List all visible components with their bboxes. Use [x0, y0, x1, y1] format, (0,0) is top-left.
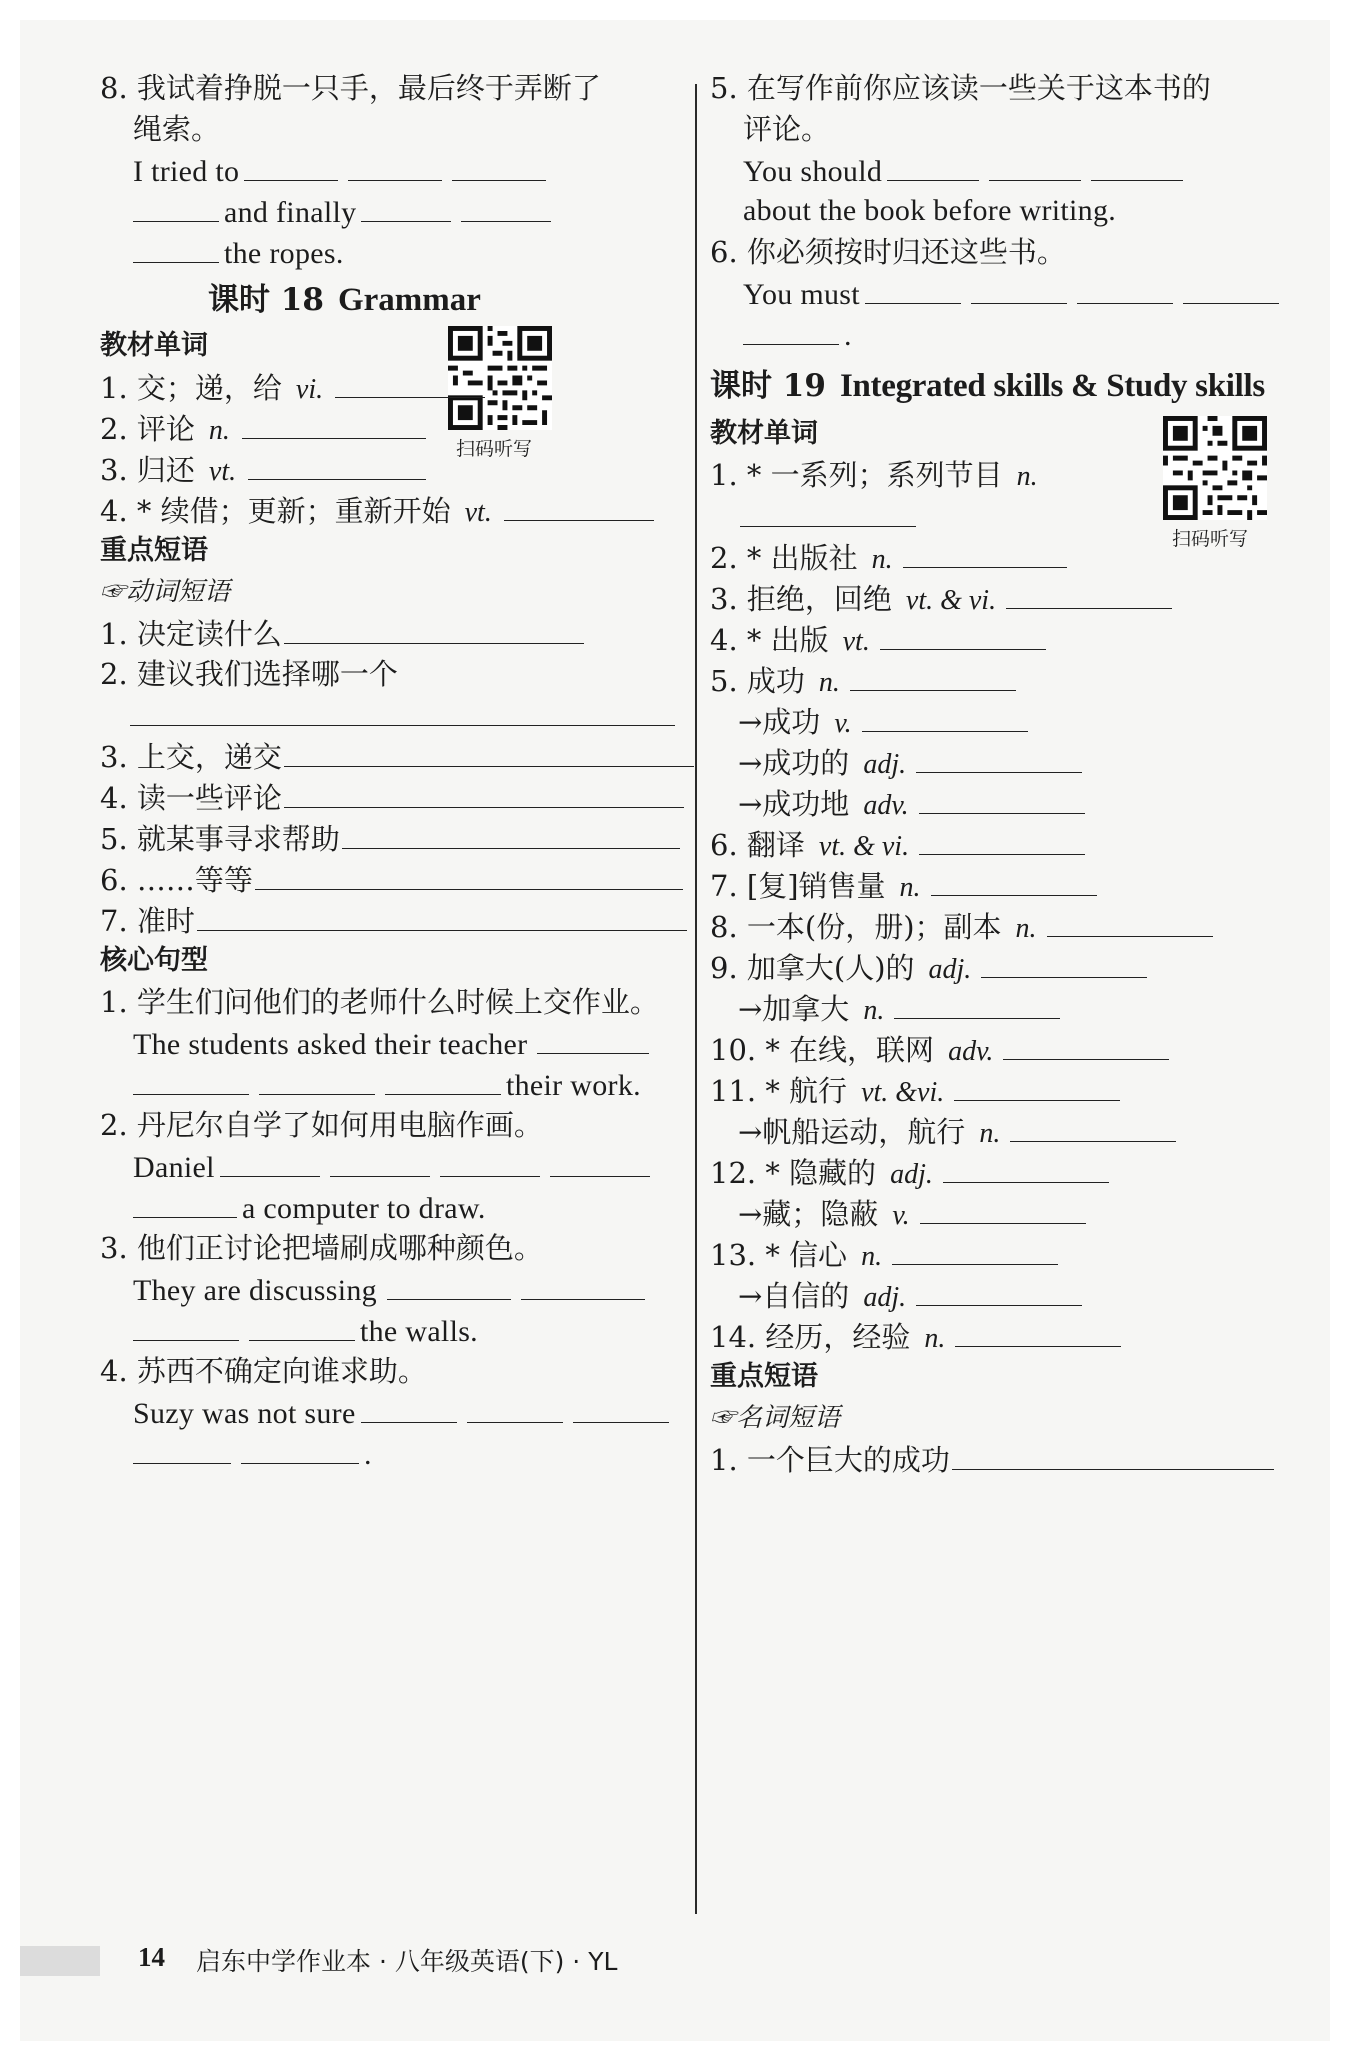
answer-blank[interactable] [461, 191, 551, 222]
answer-blank[interactable] [943, 1152, 1109, 1183]
phrase-item-blank-row [100, 695, 680, 735]
word-item: 10. * 在线，联网 adv. [710, 1029, 1174, 1069]
page-number: 14 [138, 1942, 165, 1972]
word-item: →藏；隐蔽 v. [738, 1193, 1091, 1233]
answer-blank[interactable] [954, 1070, 1120, 1101]
answer-blank[interactable] [740, 496, 916, 527]
answer-blank[interactable] [440, 1146, 540, 1177]
answer-blank[interactable] [1006, 578, 1172, 609]
word-item: 13. * 信心 n. [710, 1234, 1063, 1274]
word-item: 9. 加拿大(人)的 adj. [710, 947, 1152, 987]
word-item: →加拿大 n. [738, 988, 1065, 1028]
answer-blank[interactable] [955, 1316, 1121, 1347]
answer-blank[interactable] [892, 1234, 1058, 1265]
word-item: 2. * 出版社 n. [710, 537, 1072, 577]
word-item: 2. 评论 n. [100, 408, 431, 448]
answer-blank[interactable] [133, 1310, 239, 1341]
answer-blank[interactable] [1091, 150, 1183, 181]
sentence1-english-line2: their work. [133, 1064, 641, 1104]
answer-blank[interactable] [1077, 273, 1173, 304]
page-footer [20, 1940, 1330, 1982]
word-item: 7. [复]销售量 n. [710, 865, 1102, 905]
phrase-item: 1. 一个巨大的成功 [710, 1439, 1279, 1479]
word-item: 1. * 一系列；系列节目 n. [710, 458, 1038, 492]
phrase-item: 7. 准时 [100, 900, 692, 940]
answer-blank[interactable] [521, 1269, 645, 1300]
answer-blank[interactable] [537, 1023, 649, 1054]
answer-blank[interactable] [255, 859, 683, 890]
word-item: →成功地 adv. [738, 783, 1090, 823]
word-item: →成功的 adj. [738, 742, 1087, 782]
key-phrases-heading: 重点短语 [710, 1361, 818, 1392]
answer-blank[interactable] [887, 150, 979, 181]
answer-blank[interactable] [133, 191, 219, 222]
key-phrases-heading: 重点短语 [100, 535, 208, 566]
sentence3-chinese: 3. 他们正讨论把墙刷成哪种颜色。 [100, 1231, 543, 1265]
qr-code-icon[interactable] [1163, 416, 1267, 520]
word-item-blank-row [710, 496, 921, 536]
q6-english-line2: . [743, 314, 852, 354]
answer-blank[interactable] [387, 1269, 511, 1300]
word-item: →自信的 adj. [738, 1275, 1087, 1315]
word-item: 6. 翻译 vt. & vi. [710, 824, 1090, 864]
word-item: 3. 拒绝，回绝 vt. & vi. [710, 578, 1177, 618]
answer-blank[interactable] [241, 1433, 359, 1464]
sentence2-chinese: 2. 丹尼尔自学了如何用电脑作画。 [100, 1108, 543, 1142]
answer-blank[interactable] [133, 1433, 231, 1464]
q5-english-line1: You should [743, 150, 1188, 190]
answer-blank[interactable] [952, 1439, 1274, 1470]
answer-blank[interactable] [1003, 1029, 1169, 1060]
sentence4-english-line2: . [133, 1433, 372, 1473]
word-item: →成功 v. [738, 701, 1033, 741]
column-divider [695, 84, 697, 1914]
answer-blank[interactable] [1010, 1111, 1176, 1142]
word-item: 11. * 航行 vt. &vi. [710, 1070, 1125, 1110]
answer-blank[interactable] [743, 314, 839, 345]
answer-blank[interactable] [467, 1392, 563, 1423]
q8-english-line1: I tried to [133, 150, 551, 190]
answer-blank[interactable] [133, 232, 219, 263]
qr-caption: 扫码听写 [456, 438, 533, 460]
q6-chinese: 6. 你必须按时归还这些书。 [710, 235, 1066, 269]
verb-phrases-label: ☞动词短语 [100, 577, 231, 607]
footer-gray-bar [20, 1946, 100, 1976]
answer-blank[interactable] [989, 150, 1081, 181]
key-sentences-heading: 核心句型 [100, 945, 208, 976]
phrase-item: 1. 决定读什么 [100, 613, 589, 653]
answer-blank[interactable] [452, 150, 546, 181]
phrase-item: 6. ……等等 [100, 859, 688, 899]
answer-blank[interactable] [244, 150, 338, 181]
answer-blank[interactable] [850, 660, 1016, 691]
q8-english-line3: the ropes. [133, 232, 344, 272]
answer-blank[interactable] [284, 736, 694, 767]
word-item: 5. 成功 n. [710, 660, 1021, 700]
answer-blank[interactable] [133, 1064, 249, 1095]
sentence4-english-line1: Suzy was not sure [133, 1392, 674, 1432]
answer-blank[interactable] [920, 1193, 1086, 1224]
sentence2-english-line2: a computer to draw. [133, 1187, 486, 1227]
word-item: 4. * 续借；更新；重新开始 vt. [100, 490, 659, 530]
q8-english-line2: and finally [133, 191, 556, 231]
q5-english-line2: about the book before writing. [743, 194, 1117, 227]
answer-blank[interactable] [865, 273, 961, 304]
answer-blank[interactable] [1183, 273, 1279, 304]
answer-blank[interactable] [1047, 906, 1213, 937]
qr-caption: 扫码听写 [1172, 528, 1249, 550]
word-item: 4. * 出版 vt. [710, 619, 1051, 659]
answer-blank[interactable] [573, 1392, 669, 1423]
lesson18-title: 课时 18 Grammar [208, 282, 481, 318]
answer-blank[interactable] [504, 490, 654, 521]
sentence1-english-line1: The students asked their teacher [133, 1023, 654, 1063]
answer-blank[interactable] [284, 613, 584, 644]
answer-blank[interactable] [919, 824, 1085, 855]
answer-blank[interactable] [971, 273, 1067, 304]
word-item: 1. 交；递，给 vi. [100, 367, 490, 407]
answer-blank[interactable] [361, 191, 451, 222]
phrase-item: 3. 上交，递交 [100, 736, 699, 776]
answer-blank[interactable] [284, 777, 684, 808]
phrase-item: 2. 建议我们选择哪一个 [100, 657, 398, 691]
answer-blank[interactable] [197, 900, 687, 931]
answer-blank[interactable] [919, 783, 1085, 814]
q6-english-line1: You must [743, 273, 1284, 313]
lesson19-title: 课时 19 Integrated skills & Study skills [710, 368, 1265, 404]
answer-blank[interactable] [931, 865, 1097, 896]
word-item: 8. 一本(份，册)；副本 n. [710, 906, 1218, 946]
answer-blank[interactable] [220, 1146, 320, 1177]
answer-blank[interactable] [903, 537, 1067, 568]
answer-blank[interactable] [550, 1146, 650, 1177]
answer-blank[interactable] [248, 449, 426, 480]
sentence3-english-line1: They are discussing [133, 1269, 650, 1309]
answer-blank[interactable] [880, 619, 1046, 650]
answer-blank[interactable] [862, 701, 1028, 732]
answer-blank[interactable] [916, 1275, 1082, 1306]
answer-blank[interactable] [894, 988, 1060, 1019]
answer-blank[interactable] [249, 1310, 355, 1341]
q5-chinese-cont: 评论。 [743, 112, 831, 146]
sentence2-english-line1: Daniel [133, 1146, 655, 1186]
phrase-item: 5. 就某事寻求帮助 [100, 818, 685, 858]
sentence4-chinese: 4. 苏西不确定向谁求助。 [100, 1354, 427, 1388]
answer-blank[interactable] [348, 150, 442, 181]
word-item: 14. 经历，经验 n. [710, 1316, 1126, 1356]
answer-blank[interactable] [981, 947, 1147, 978]
book-title: 启东中学作业本 · 八年级英语(下) · YL [196, 1947, 618, 1976]
textbook-words-heading: 教材单词 [710, 418, 818, 449]
q8-chinese-cont: 绳索。 [133, 112, 221, 146]
answer-blank[interactable] [242, 408, 426, 439]
answer-blank[interactable] [330, 1146, 430, 1177]
word-item: →帆船运动，航行 n. [738, 1111, 1181, 1151]
sentence3-english-line2: the walls. [133, 1310, 478, 1350]
answer-blank[interactable] [259, 1064, 375, 1095]
answer-blank[interactable] [385, 1064, 501, 1095]
answer-blank[interactable] [342, 818, 680, 849]
answer-blank[interactable] [361, 1392, 457, 1423]
answer-blank[interactable] [130, 695, 675, 726]
q5-chinese: 5. 在写作前你应该读一些关于这本书的 [710, 71, 1211, 105]
word-item: 12. * 隐藏的 adj. [710, 1152, 1114, 1192]
sentence1-chinese: 1. 学生们问他们的老师什么时候上交作业。 [100, 985, 659, 1019]
word-item: 3. 归还 vt. [100, 449, 431, 489]
textbook-words-heading: 教材单词 [100, 330, 208, 361]
answer-blank[interactable] [916, 742, 1082, 773]
answer-blank[interactable] [133, 1187, 237, 1218]
phrase-item: 4. 读一些评论 [100, 777, 689, 817]
answer-blank[interactable] [335, 367, 485, 398]
q8-chinese: 8. 我试着挣脱一只手，最后终于弄断了 [100, 71, 601, 105]
noun-phrases-label: ☞名词短语 [710, 1403, 841, 1433]
